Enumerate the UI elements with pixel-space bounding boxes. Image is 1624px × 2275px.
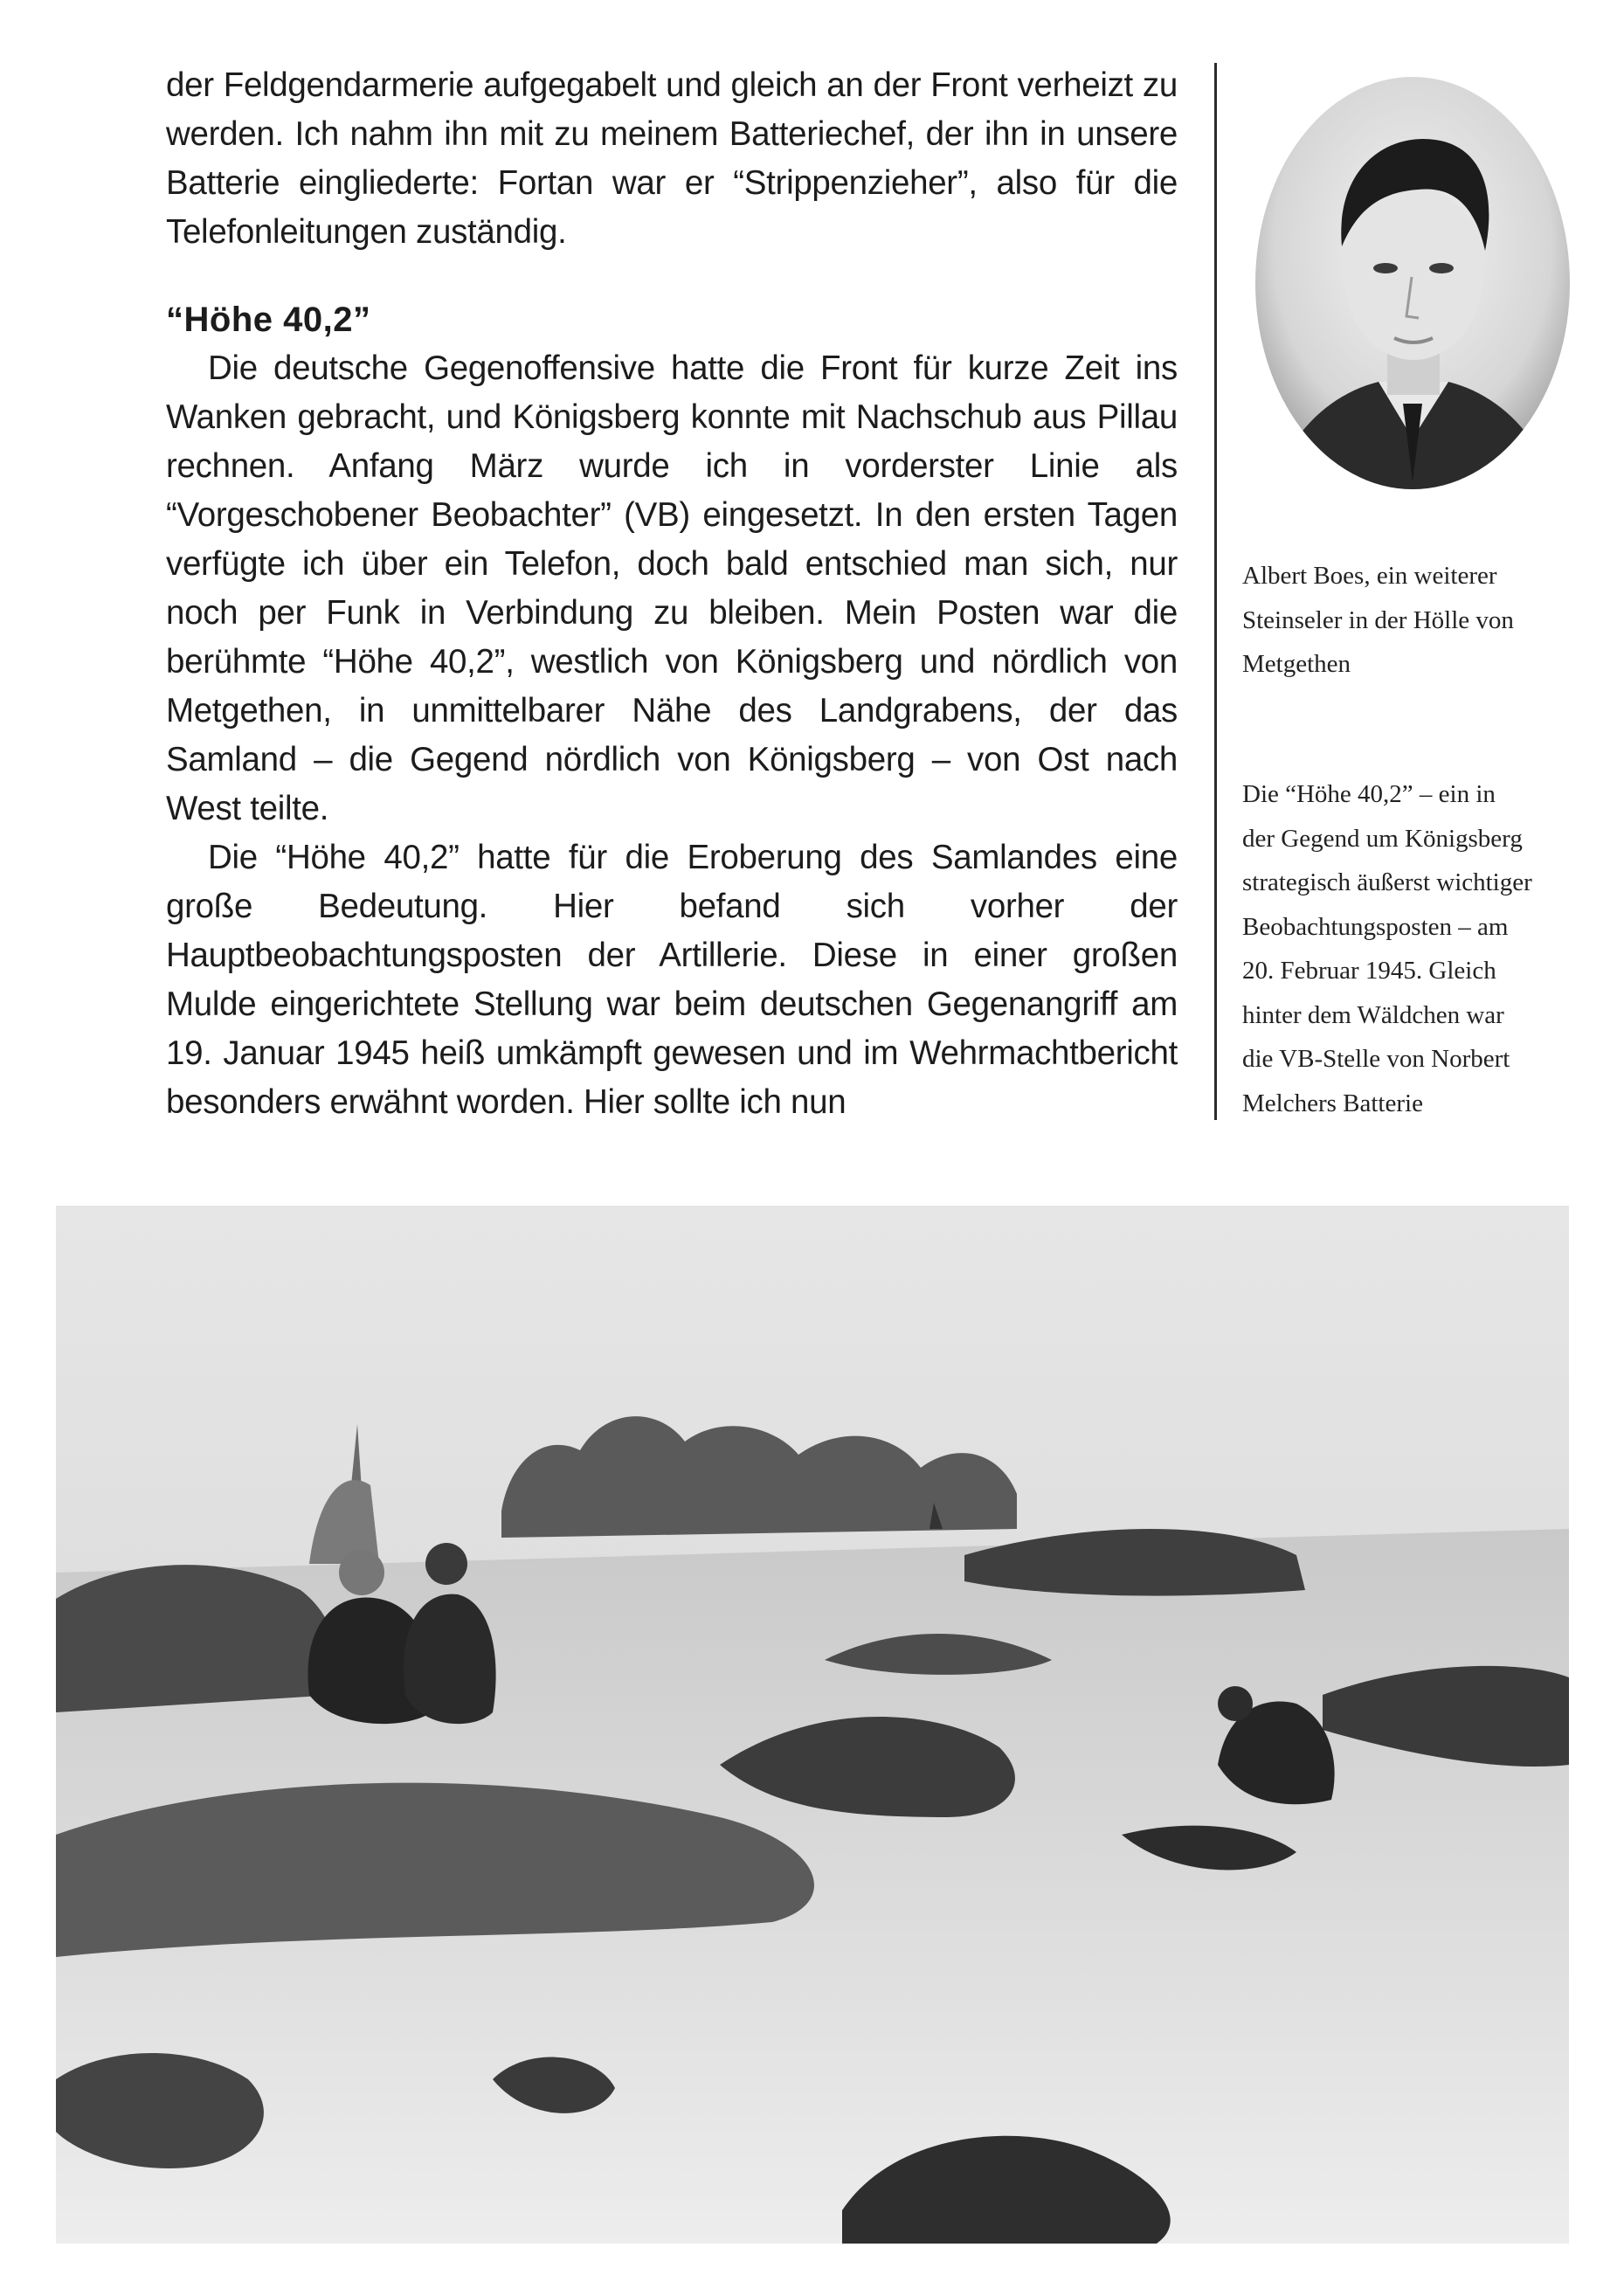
paragraph-1: der Feldgendarmerie aufgegabelt und gleich an der Front verheizt zu werden. Ich nahm ihn mit zu meinem Batteriechef, der ihn in unsere Batterie eingliederte: Fortan war er “Strippenzieher”, also für die Telefonleitungen zuständig.	[166, 66, 1178, 251]
portrait-caption	[1242, 554, 1592, 687]
section-heading: “Höhe 40,2”	[166, 301, 371, 339]
portrait-photo	[1247, 72, 1578, 508]
caption-line: Die “Höhe 40,2” – ein in	[1242, 780, 1496, 808]
battlefield-photo	[56, 1206, 1569, 2244]
caption-line: Metgethen	[1242, 650, 1351, 678]
photo-caption	[1242, 772, 1592, 1125]
caption-line: strategisch äußerst wichtiger	[1242, 868, 1532, 896]
caption-line: hinter dem Wäldchen war	[1242, 1000, 1504, 1029]
caption-line: die VB-Stelle von Norbert	[1242, 1045, 1510, 1073]
column-divider	[1214, 63, 1217, 1120]
paragraph-2: Die deutsche Gegenoffensive hatte die Front für kurze Zeit ins Wanken gebracht, und Königsberg konnte mit Nachschub aus Pillau rechnen. Anfang März wurde ich in vorderster Linie als “Vorgeschobener Beobachter” (VB) eingesetzt. In den ersten Tagen verfügte ich über ein Telefon, doch bald entschied man sich, nur noch per Funk in Verbindung zu bleiben. Mein Posten war die berühmte “Höhe 40,2”, westlich von Königsberg und nördlich von Metgethen, in unmittelbarer Nähe des Landgrabens, der das Samland – die Gegend nördlich von Königsberg – von Ost nach West teilte.	[166, 349, 1178, 827]
caption-line: Beobachtungsposten – am	[1242, 912, 1509, 941]
caption-line: 20. Februar 1945. Gleich	[1242, 957, 1496, 985]
caption-line: Albert Boes, ein weiterer	[1242, 562, 1497, 590]
main-text-column	[166, 61, 1178, 1127]
caption-line: der Gegend um Königsberg	[1242, 824, 1523, 853]
caption-line: Melchers Batterie	[1242, 1089, 1423, 1117]
caption-line: Steinseler in der Hölle von	[1242, 605, 1514, 634]
paragraph-3: Die “Höhe 40,2” hatte für die Eroberung des Samlandes eine große Bedeutung. Hier befand sich vorher der Hauptbeobachtungsposten der Artillerie. Diese in einer großen Mulde eingerichtete Stellung war beim deutschen Gegenangriff am 19. Januar 1945 heiß umkämpft gewesen und im Wehrmachtbericht besonders erwähnt worden. Hier sollte ich nun	[166, 839, 1178, 1121]
